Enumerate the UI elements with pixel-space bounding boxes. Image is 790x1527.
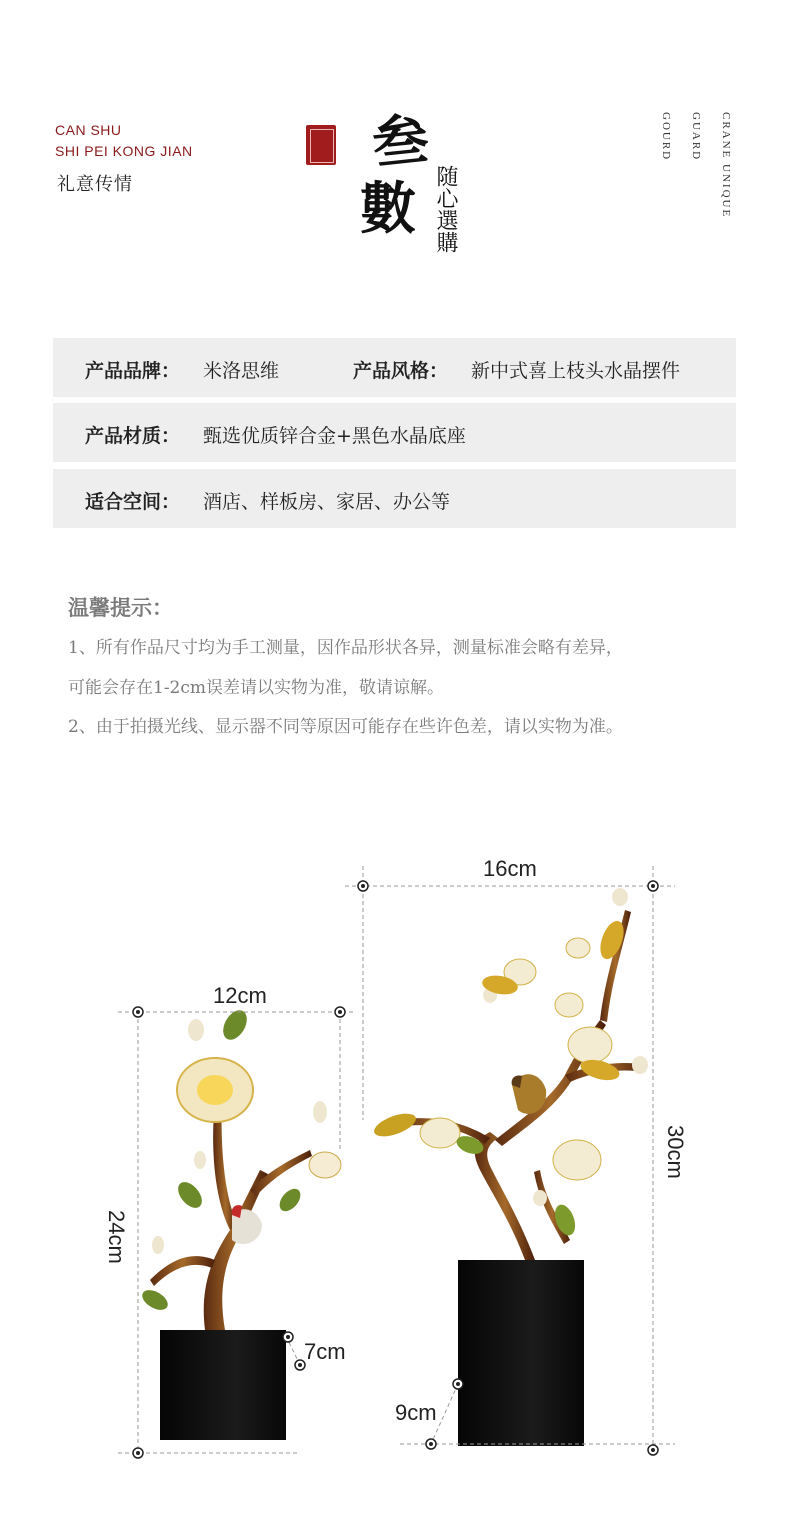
vertical-text-3: GOURD [660, 112, 672, 162]
info-row-brand [53, 338, 736, 397]
left-width-label: 12cm [213, 983, 267, 1008]
right-trunk [475, 1132, 535, 1260]
brand-slogan: 礼意传情 [57, 174, 133, 195]
material-label: 产品材质： [85, 425, 181, 447]
right-height-label: 30cm [663, 1125, 688, 1179]
right-base-label: 9cm [395, 1400, 437, 1425]
brand-en-line1: CAN SHU [55, 122, 122, 138]
red-seal-icon [306, 125, 336, 165]
brand-label: 产品品牌： [85, 360, 181, 382]
right-crystal-base [458, 1260, 584, 1446]
logo-char-1: 叁 [369, 106, 432, 178]
left-height-label: 24cm [104, 1210, 129, 1264]
right-width-label: 16cm [483, 856, 537, 881]
brand-english [55, 120, 193, 162]
brand-en-line2: SHI PEI KONG JIAN [55, 143, 193, 159]
tip-line-3: 2、由于拍摄光线、显示器不同等原因可能存在些许色差，请以实物为准。 [68, 717, 623, 737]
left-base-label: 7cm [304, 1339, 346, 1364]
vertical-text-2: GUARD [690, 112, 702, 162]
info-row-space [53, 469, 736, 528]
left-crystal-base [160, 1330, 286, 1440]
tips-title: 温馨提示： [68, 596, 173, 620]
style-label: 产品风格： [353, 360, 449, 382]
info-row-material [53, 403, 736, 462]
left-trunk [204, 1170, 268, 1330]
logo-char-2: 數 [360, 176, 416, 242]
style-value: 新中式喜上枝头水晶摆件 [471, 360, 681, 382]
space-value: 酒店、样板房、家居、办公等 [203, 491, 451, 513]
logo-subtitle: 随心選購 [433, 165, 458, 253]
vertical-text-1: CRANE UNIQUE [720, 112, 732, 219]
left-sculpture [139, 1006, 341, 1440]
tip-line-2: 可能会存在1-2cm误差请以实物为准，敬请谅解。 [68, 678, 445, 698]
brand-value: 米洛思维 [203, 360, 280, 382]
space-label: 适合空间： [85, 491, 181, 513]
right-sculpture [371, 888, 648, 1446]
material-value: 甄选优质锌合金+黑色水晶底座 [203, 425, 466, 447]
tip-line-1: 1、所有作品尺寸均为手工测量，因作品形状各异，测量标准会略有差异， [68, 638, 623, 658]
